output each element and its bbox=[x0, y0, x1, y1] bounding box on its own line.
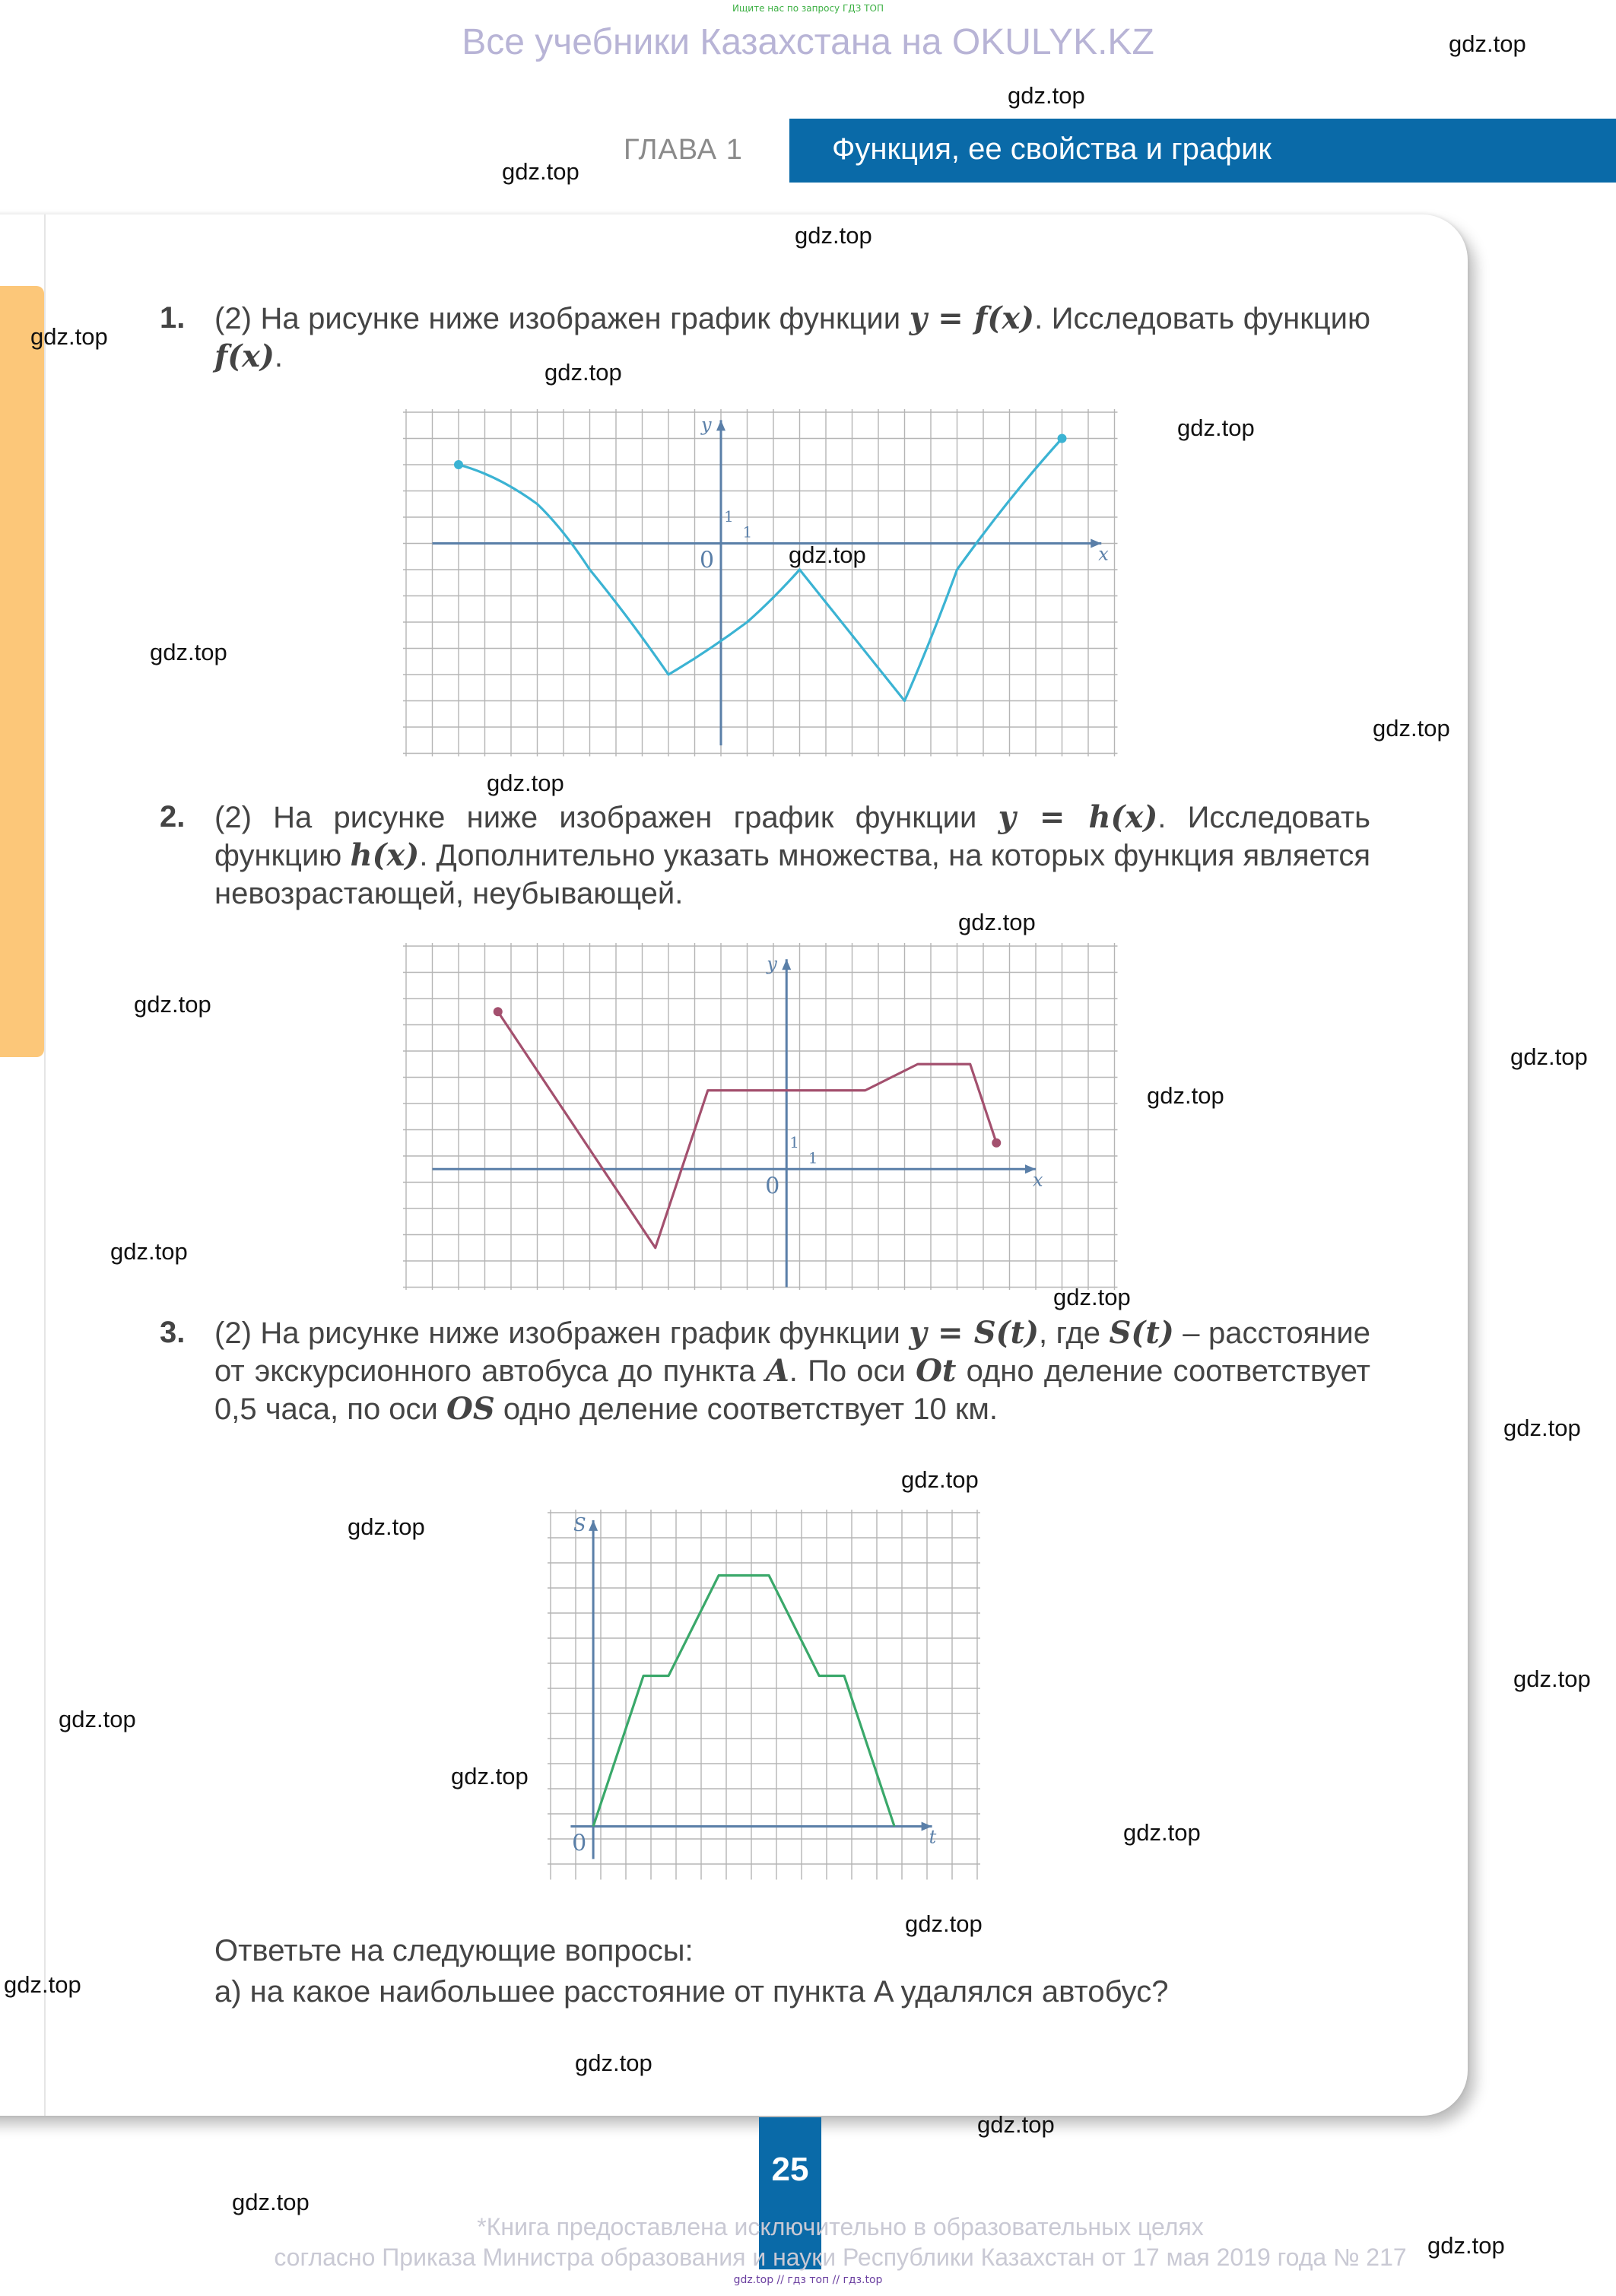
math-expression: f(x) bbox=[214, 338, 275, 374]
footnote-line-2: согласно Приказа Министра образования и науки Республики Казахстан от 17 мая 2019 года № 217 bbox=[274, 2244, 1407, 2271]
origin-label: 0 bbox=[572, 1830, 587, 1857]
chart-distance-s bbox=[548, 1510, 989, 1886]
watermark: gdz.top bbox=[1503, 1415, 1581, 1441]
unit-label-x: 1 bbox=[742, 522, 753, 541]
math-expression: y = f(x) bbox=[909, 300, 1035, 336]
top-note: Ищите нас по запросу ГДЗ ТОП bbox=[732, 3, 884, 14]
y-axis-arrow bbox=[716, 420, 725, 430]
question-a: а) на какое наибольшее расстояние от пункта A удалялся автобус? bbox=[214, 1975, 1169, 2009]
watermark: gdz.top bbox=[795, 222, 872, 249]
math-expression: Ot bbox=[916, 1353, 957, 1389]
watermark: gdz.top bbox=[348, 1513, 425, 1540]
watermark: gdz.top bbox=[30, 323, 108, 350]
watermark: gdz.top bbox=[59, 1706, 136, 1732]
watermark: gdz.top bbox=[575, 2050, 652, 2076]
chapter-label: ГЛАВА 1 bbox=[624, 134, 743, 166]
origin-label: 0 bbox=[765, 1173, 780, 1200]
site-title[interactable]: Все учебники Казахстана на OKULYK.KZ bbox=[462, 22, 1154, 62]
watermark: gdz.top bbox=[1123, 1819, 1201, 1846]
graph-endpoint-end bbox=[1058, 434, 1067, 443]
watermark: gdz.top bbox=[1373, 715, 1450, 742]
footnote-line-1: *Книга предоставлена исключительно в образовательных целях bbox=[477, 2213, 1204, 2240]
task-number: 3. bbox=[160, 1316, 186, 1349]
watermark: gdz.top bbox=[1427, 2232, 1505, 2259]
x-axis-label: t bbox=[929, 1826, 937, 1848]
watermark: gdz.top bbox=[789, 541, 866, 568]
task-3-text: (2) На рисунке ниже изображен график функции y = S(t), где S(t) – расстояние от экскурсионного автобуса до пункта A. По оси Ot одно деление соответствует 0,5 часа, по оси OS одно деление соответствует 10 км. bbox=[214, 1315, 1370, 1427]
x-axis-label: x bbox=[1033, 1169, 1043, 1191]
math-expression: h(x) bbox=[350, 837, 420, 873]
y-axis-arrow bbox=[589, 1520, 598, 1531]
chart-function-f bbox=[403, 409, 1133, 759]
watermark: gdz.top bbox=[502, 158, 579, 185]
watermark: gdz.top bbox=[1147, 1082, 1224, 1109]
task-number: 2. bbox=[160, 800, 186, 834]
chart-plot-area bbox=[548, 1510, 980, 1880]
graph-endpoint-end bbox=[992, 1138, 1001, 1148]
task-1-text: (2) На рисунке ниже изображен график функции y = f(x). Исследовать функцию f(x). bbox=[214, 300, 1370, 374]
task-2-text: (2) На рисунке ниже изображен график функции y = h(x). Исследовать функцию h(x). Дополнительно указать множества, на которых функция является невозрастающей, неубывающей. bbox=[214, 799, 1370, 910]
watermark: gdz.top bbox=[1053, 1284, 1131, 1310]
orange-side-tab bbox=[0, 286, 44, 1057]
math-expression: y = S(t) bbox=[909, 1315, 1040, 1351]
task-number: 1. bbox=[160, 301, 186, 335]
graph-endpoint-start bbox=[494, 1007, 503, 1016]
page-number: 25 bbox=[771, 2151, 809, 2188]
y-axis-arrow bbox=[782, 959, 791, 970]
unit-label-y: 1 bbox=[789, 1132, 799, 1151]
watermark: gdz.top bbox=[1513, 1666, 1591, 1692]
unit-label-y: 1 bbox=[724, 507, 734, 526]
y-axis-label: y bbox=[767, 953, 777, 975]
chapter-title: Функция, ее свойства и график bbox=[832, 132, 1272, 166]
watermark: gdz.top bbox=[958, 909, 1036, 935]
chart-plot-area bbox=[403, 409, 1118, 757]
math-expression: OS bbox=[446, 1391, 495, 1427]
watermark: gdz.top bbox=[487, 770, 564, 796]
x-axis-label: x bbox=[1098, 543, 1109, 565]
origin-label: 0 bbox=[700, 547, 715, 574]
graph-endpoint-start bbox=[454, 460, 463, 469]
card-edge bbox=[44, 214, 46, 2116]
bottom-note: gdz.top // гдз топ // гдз.top bbox=[733, 2274, 883, 2286]
math-expression: y = h(x) bbox=[998, 799, 1158, 835]
watermark: gdz.top bbox=[110, 1238, 188, 1265]
watermark: gdz.top bbox=[905, 1910, 983, 1937]
watermark: gdz.top bbox=[4, 1971, 81, 1998]
math-expression: A bbox=[765, 1353, 789, 1389]
y-axis-label: S bbox=[573, 1513, 586, 1535]
chart-plot-area bbox=[403, 943, 1118, 1290]
watermark: gdz.top bbox=[901, 1466, 979, 1493]
questions-intro: Ответьте на следующие вопросы: bbox=[214, 1934, 694, 1967]
chart-function-h bbox=[403, 943, 1133, 1290]
math-expression: S(t) bbox=[1109, 1315, 1174, 1351]
watermark: gdz.top bbox=[544, 359, 622, 386]
watermark: gdz.top bbox=[1449, 30, 1526, 57]
unit-label-x: 1 bbox=[808, 1148, 818, 1167]
y-axis-label: y bbox=[701, 414, 712, 436]
watermark: gdz.top bbox=[451, 1763, 529, 1789]
watermark: gdz.top bbox=[232, 2189, 310, 2215]
watermark: gdz.top bbox=[1177, 414, 1255, 441]
watermark: gdz.top bbox=[977, 2111, 1055, 2138]
watermark: gdz.top bbox=[1008, 82, 1085, 109]
watermark: gdz.top bbox=[150, 639, 227, 665]
watermark: gdz.top bbox=[134, 991, 211, 1018]
watermark: gdz.top bbox=[1510, 1043, 1588, 1070]
